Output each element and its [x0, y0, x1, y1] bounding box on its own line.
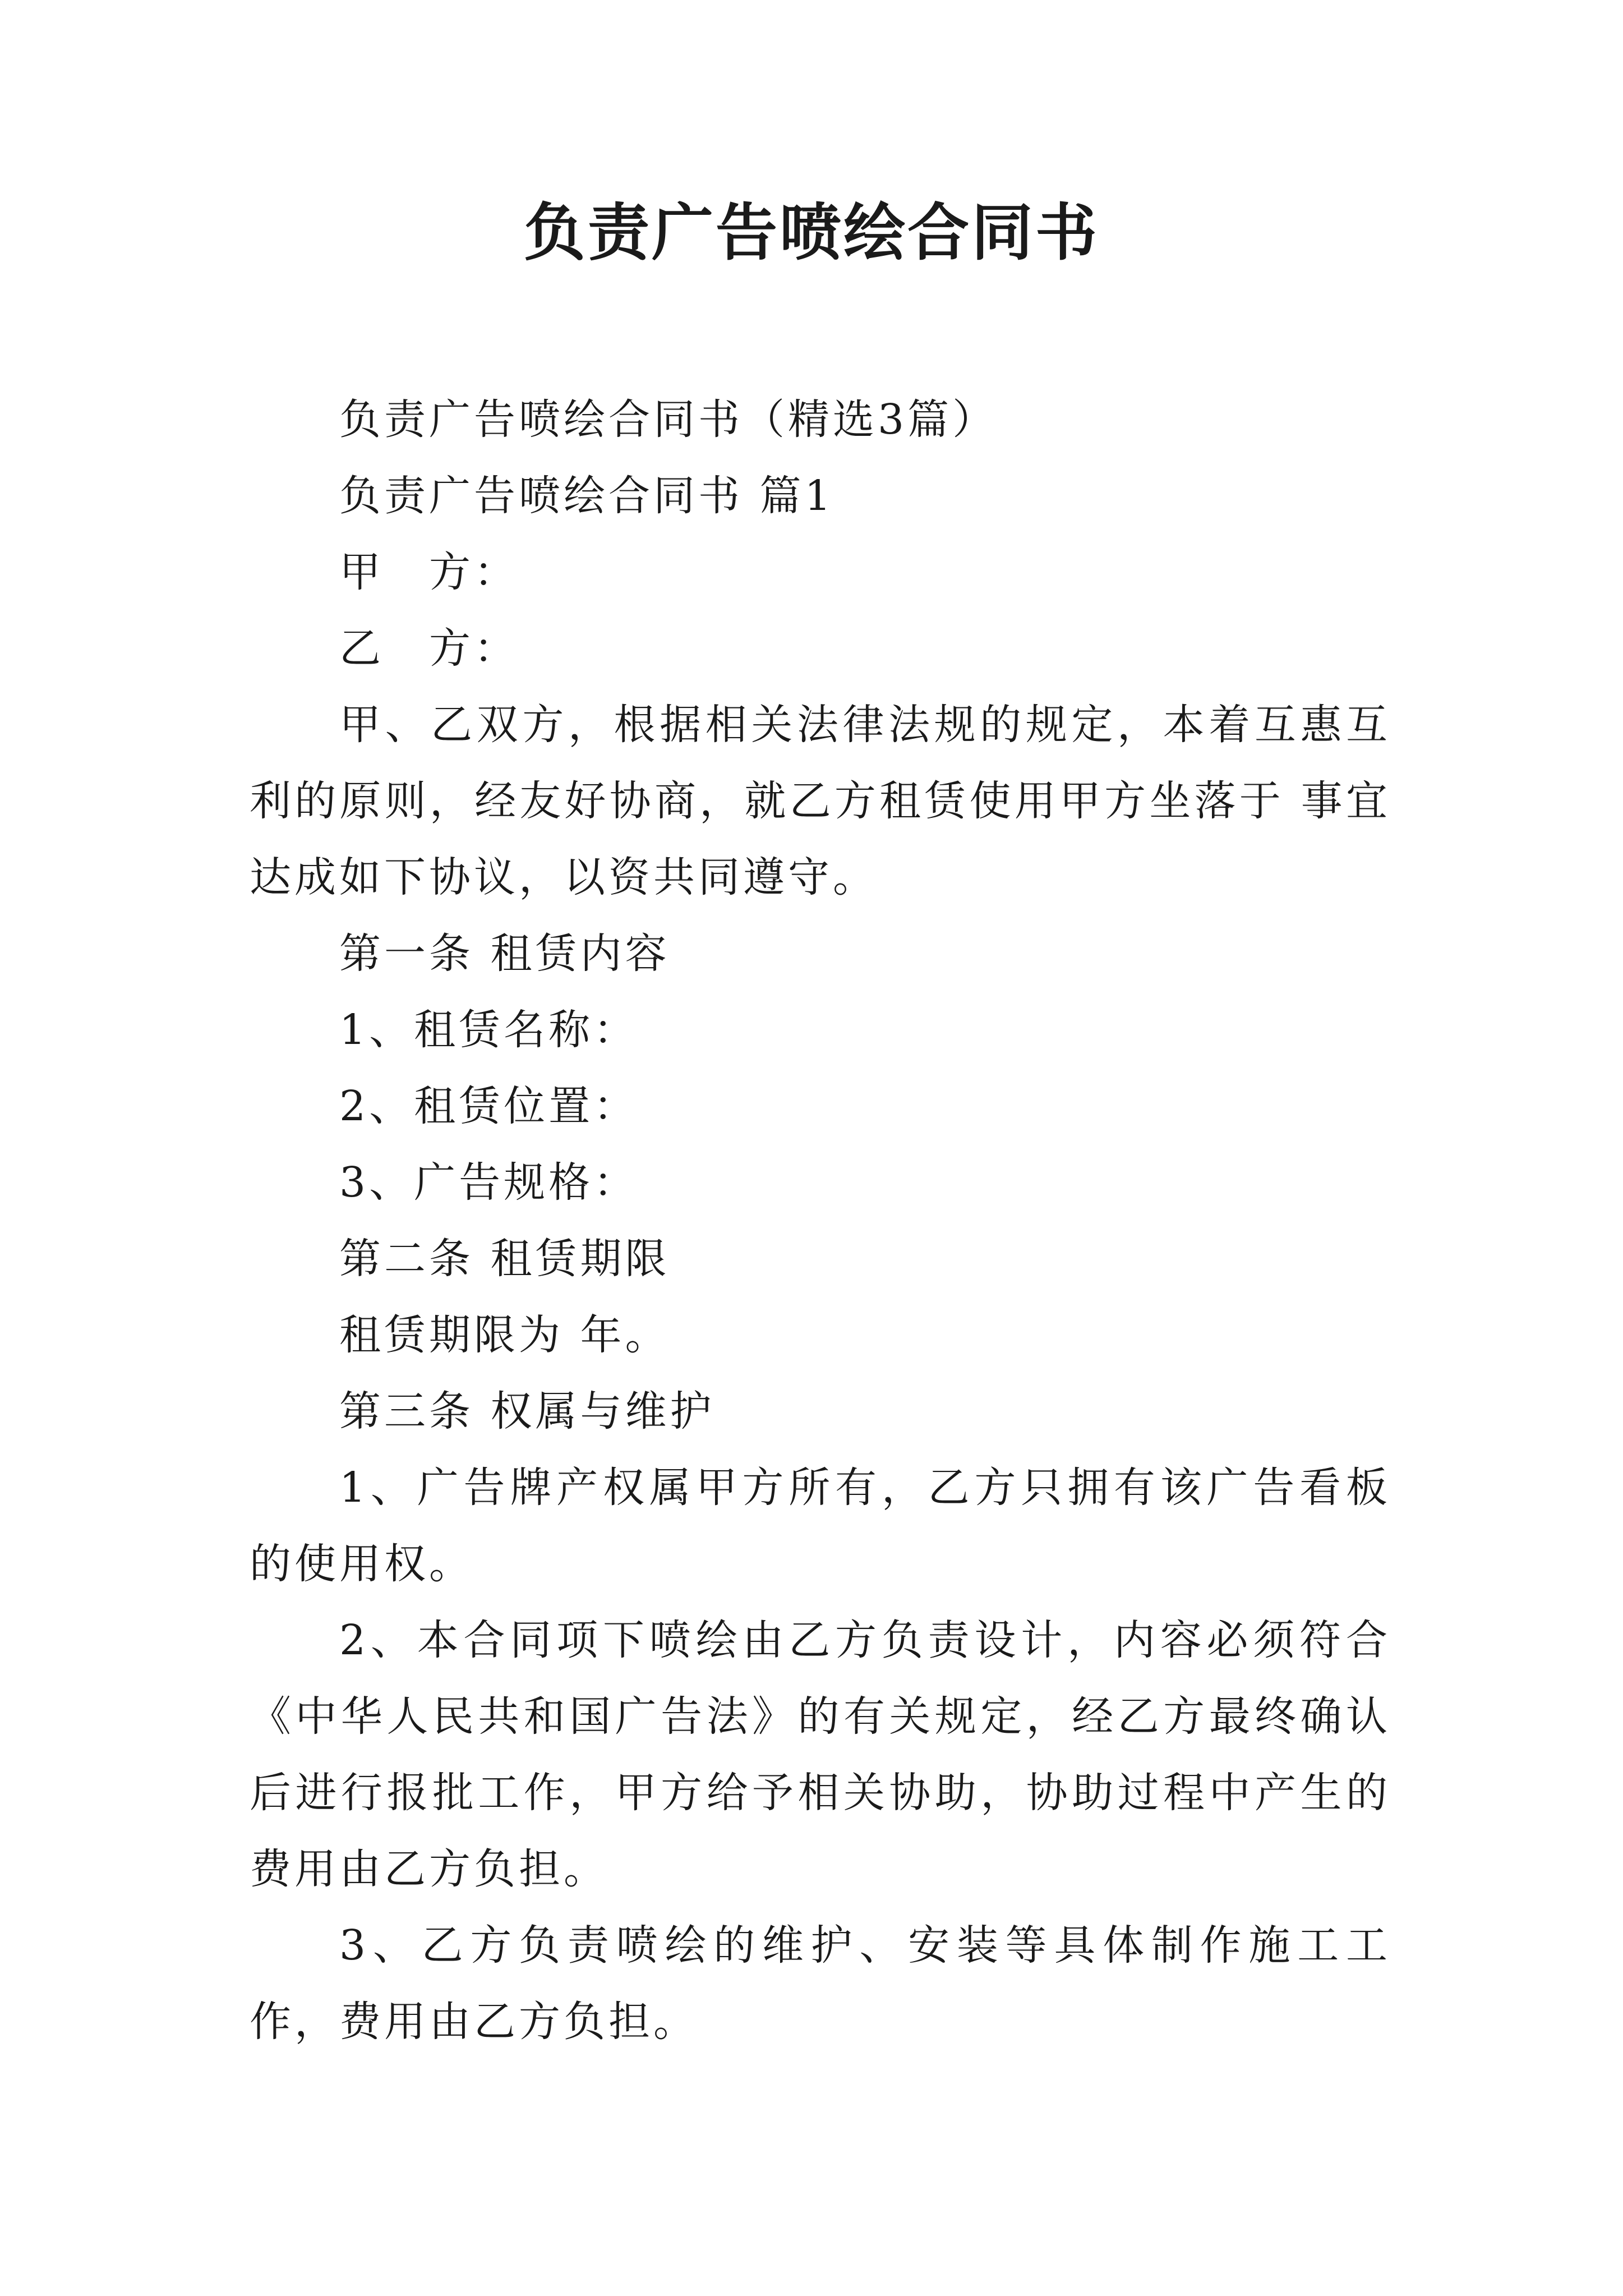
paragraph-article-1-heading: 第一条 租赁内容 — [339, 930, 670, 978]
paragraph-article-3-heading: 第三条 权属与维护 — [339, 1387, 715, 1435]
paragraph-lease-term: 租赁期限为 年。 — [339, 1311, 670, 1359]
paragraph-preamble: 甲、乙双方，根据相关法律法规的规定，本着互惠互利的原则，经友好协商，就乙方租赁使用甲方坐落于 事宜达成如下协议，以资共同遵守。 — [250, 701, 1391, 901]
paragraph-party-a: 甲 方： — [339, 548, 519, 596]
paragraph-ad-spec: 3、广告规格： — [339, 1158, 639, 1207]
document-body — [250, 381, 1391, 2060]
paragraph-party-b: 乙 方： — [339, 624, 519, 673]
paragraph-lease-name: 1、租赁名称： — [339, 1006, 639, 1054]
paragraph-article-2-heading: 第二条 租赁期限 — [339, 1235, 670, 1283]
paragraph-lease-location: 2、租赁位置： — [339, 1082, 639, 1130]
paragraph-collection-title: 负责广告喷绘合同书（精选3篇） — [339, 395, 998, 444]
document-title: 负责广告喷绘合同书 — [524, 196, 1099, 269]
paragraph-section-heading: 负责广告喷绘合同书 篇1 — [339, 472, 834, 520]
paragraph-design-approval: 2、本合同项下喷绘由乙方负责设计，内容必须符合《中华人民共和国广告法》的有关规定，经乙方最终确认后进行报批工作，甲方给予相关协助，协助过程中产生的费用由乙方负担。 — [250, 1616, 1391, 1893]
paragraph-maintenance: 3、乙方负责喷绘的维护、安装等具体制作施工工作，费用由乙方负担。 — [250, 1921, 1391, 2046]
paragraph-ownership: 1、广告牌产权属甲方所有，乙方只拥有该广告看板的使用权。 — [250, 1464, 1391, 1588]
